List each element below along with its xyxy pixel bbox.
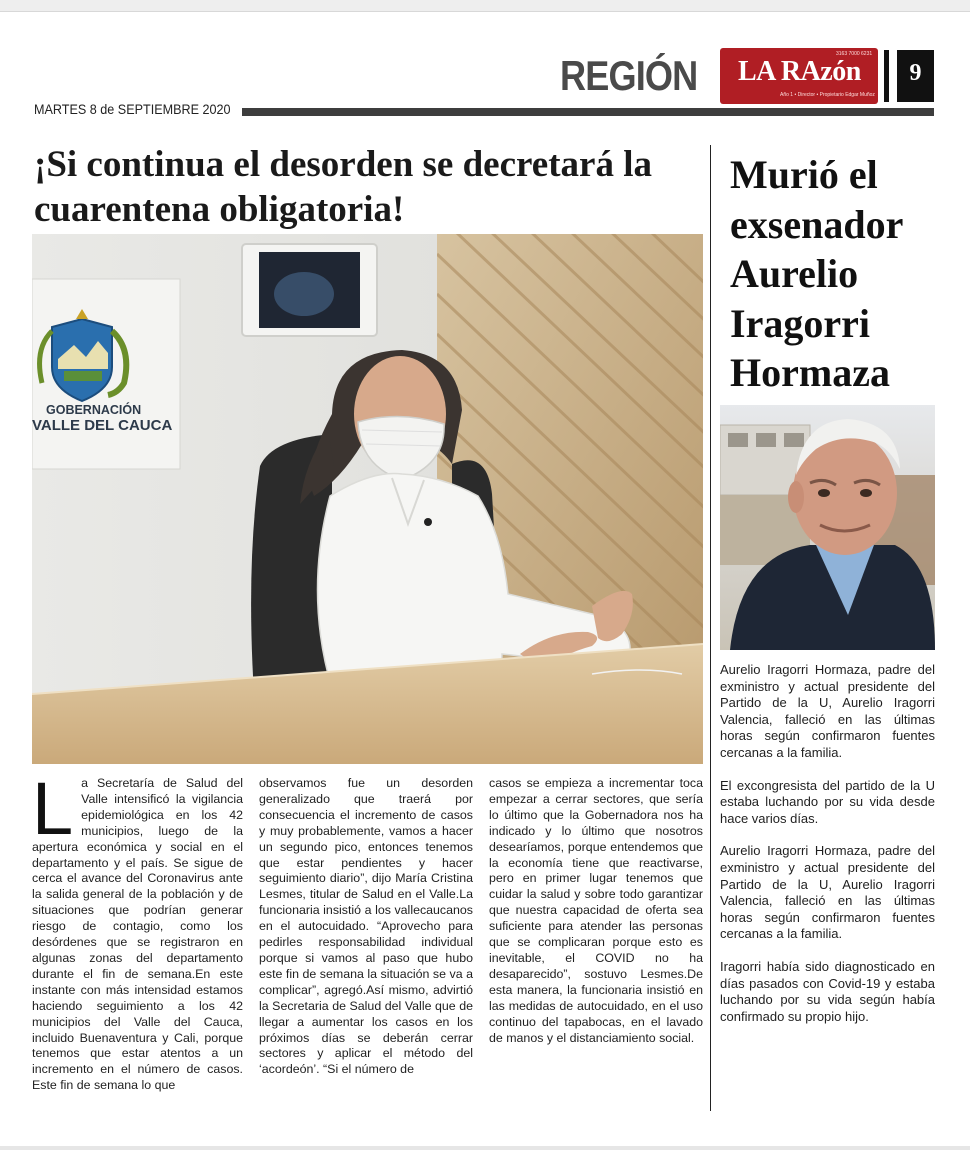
side-paragraph-4: Iragorri había sido diagnosticado en días pasados con Covid-19 y estaba luchando por su vida según había confirmado su propio hijo. — [720, 958, 935, 1024]
side-article-text — [720, 662, 935, 1041]
header-vertical-rule — [884, 50, 889, 102]
drop-cap: L — [32, 767, 74, 850]
logo-tagline: Año 1 • Director • Propietario Edgar Muñoz — [780, 92, 875, 98]
article-column-1-text: a Secretaría de Salud del Valle intensificó la vigilancia epidemiológica en los 42 municipios, luego de la apertura económica y social en el departamento y el país. Se sigue de cerca el avance del Coronavirus ante la salida general de la población y de situaciones que podrían generar riesgo de contagio, como los desórdenes que se registraron en algunas zonas del departamento durante el fin de semana.En este instante con más intensidad estamos haciendo seguimiento a los 42 municipios del Valle del Cauca, incluido Buenaventura y Cali, porque tenemos que estar atentos a un incremento en el número de casos. Este fin de semana lo que — [32, 776, 243, 1093]
newspaper-logo — [720, 48, 878, 104]
column-divider — [710, 145, 711, 1111]
side-headline: Murió el exsenador Aurelio Iragorri Hormaza — [730, 152, 903, 395]
page-bottom-border — [0, 1146, 970, 1150]
page-number: 9 — [897, 50, 934, 102]
page-top-border — [0, 0, 970, 12]
article-column-3: casos se empieza a incrementar toca empezar a cerrar sectores, que sería lo último que la Gobernadora nos ha indicado y lo último que nosotros desearíamos, porque entendemos que la economía tiene que reactivarse, pero en primer lugar tenemos que cuidar la salud y sobre todo garantizar que nuestra capacidad de oferta sea suficiente para atender las personas que se complicaran porque esto es inevitable, el COVID no ha desaparecido”, sostuvo Lesmes.De esta manera, la funcionaria insistió en las medidas de autocuidado, en el uso continuo del tapabocas, en el lavado de manos y el distanciamiento social. — [489, 776, 703, 1045]
header-rule — [242, 108, 934, 116]
article-column-1 — [32, 767, 243, 1094]
section-title: REGIÓN — [560, 52, 698, 99]
main-article-photo — [32, 234, 703, 764]
sign-line-2: VALLE DEL CAUCA — [32, 417, 173, 434]
side-article-photo — [720, 405, 935, 650]
side-paragraph-1: Aurelio Iragorri Hormaza, padre del exministro y actual presidente del Partido de la U, Aurelio Iragorri Valencia, falleció en las últimas horas según confirmaron fuentes cercanas a la familia. — [720, 662, 935, 760]
main-headline: ¡Si continua el desorden se decretará la cuarentena obligatoria! — [34, 144, 652, 230]
logo-phone: 3163 7000 6231 — [836, 51, 873, 57]
sign-line-1: GOBERNACIÓN — [46, 403, 142, 417]
article-column-2: observamos fue un desorden generalizado que traerá por consecuencia el incremento de casos y muy probablemente, vamos a hacer un segundo pico, entonces tenemos que estar pendientes y hacer seguimiento diario”, dijo María Cristina Lesmes, titular de Salud en el Valle.La funcionaria insistió a los vallecaucanos en el autocuidado. “Aprovecho para pedirles responsabilidad individual porque si vamos al paso que hubo este fin de semana la situación se va a complicar”, agregó.Así mismo, advirtió la Secretaria de Salud del Valle que de llegar a aumentar los casos en los próximos días se deberán cerrar sectores y aplicar el método del ‘acordeón’. “Si el número de — [259, 776, 473, 1077]
logo-wordmark: LA RAzón — [738, 56, 861, 87]
side-paragraph-3: Aurelio Iragorri Hormaza, padre del exministro y actual presidente del Partido de la U, Aurelio Iragorri Valencia, falleció en las últimas horas según confirmaron fuentes cercanas a la familia. — [720, 843, 935, 942]
issue-date: MARTES 8 de SEPTIEMBRE 2020 — [34, 101, 231, 117]
side-paragraph-2: El excongresista del partido de la U estaba luchando por su vida desde hace varios días. — [720, 777, 935, 826]
